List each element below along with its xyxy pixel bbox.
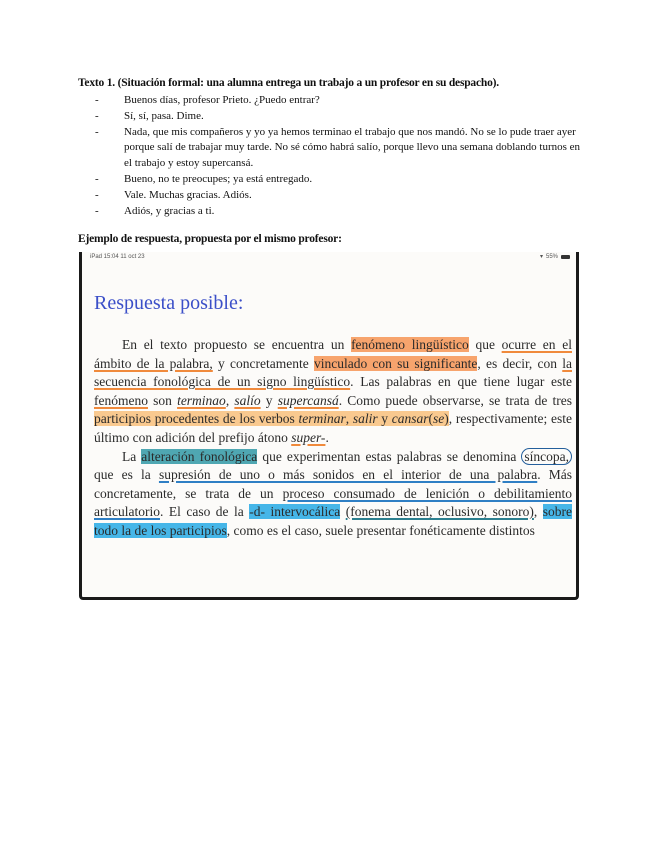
example-title: Ejemplo de respuesta, propuesta por el mismo profesor: [78, 233, 342, 245]
text-run: y [260, 392, 278, 408]
dialogue-line-text: Adiós, y gracias a ti. [124, 204, 215, 217]
answer-body [94, 336, 572, 541]
dialogue-line [92, 125, 582, 172]
document-title: Texto 1. (Situación formal: una alumna entrega un trabajo a un profesor en su despacho). [78, 77, 499, 89]
highlight-blue: -d- intervocálica [249, 504, 341, 520]
underline-blue: supresión de uno o más sonidos en el interior de una palabra [158, 467, 538, 483]
dialogue-line [92, 93, 582, 109]
battery-percent: 55% [545, 254, 558, 260]
highlight-orange: vinculado con su significante [313, 355, 478, 371]
highlight-light-orange: , [345, 411, 353, 427]
dialogue-line-text: Nada, que mis compañeros y yo ya hemos terminao el trabajo que nos mandó. No se lo pude traer ayer porque salí de trabajar muy tarde. No sé cómo habrá salío, porque llevo una semana doblando turnos en el trabajo y estoy supercansá. [124, 125, 581, 170]
text-run: , respectivamente; este último con adición del prefijo átono [94, 411, 572, 445]
answer-heading: Respuesta posible: [94, 292, 244, 314]
underline-orange: la secuencia fonológica de un signo lingüístico [94, 355, 572, 390]
dialogue-line-text: Buenos días, profesor Prieto. ¿Puedo entrar? [124, 94, 320, 106]
text-run: ( [428, 411, 434, 427]
text-run: , como es el caso, suele presentar fonéticamente distintos [226, 522, 535, 538]
dialogue-line-text: Vale. Muchas gracias. Adiós. [124, 188, 252, 201]
text-run: . Más concretamente, se trata de un [94, 467, 573, 501]
text-run: . El caso de la [159, 504, 250, 520]
answer-paragraph-1 [94, 336, 572, 448]
text-run: que experimentan estas palabras se denomina [257, 448, 522, 464]
underline-orange: fenómeno [94, 392, 148, 408]
underline-teal: (fonema dental, oclusivo, sonoro) [345, 504, 534, 520]
dialogue-line [92, 188, 582, 204]
highlight-light-orange: y [377, 411, 392, 427]
dialogue-line-text: Sí, sí, pasa. Dime. [124, 109, 204, 122]
status-indicators [540, 252, 570, 262]
list-dash: - [95, 204, 99, 217]
list-dash: - [95, 125, 99, 138]
italic-word: super- [291, 429, 326, 445]
italic-word: se [433, 411, 445, 427]
list-dash: - [95, 94, 99, 106]
text-run: que [468, 337, 502, 352]
italic-word: terminar [298, 411, 346, 427]
answer-paragraph-2 [94, 448, 572, 541]
dialogue-line [92, 204, 582, 220]
tablet-status-bar [82, 252, 576, 262]
highlight-blue: sobre todo la de los participios [94, 504, 573, 538]
text-run: , [225, 392, 235, 408]
italic-word: supercansá [277, 392, 339, 408]
dialogue-list [92, 93, 582, 219]
text-run: y concretamente [212, 355, 314, 371]
text-run: , [533, 504, 543, 520]
text-run: La [122, 448, 142, 464]
list-dash: - [95, 188, 99, 201]
text-run: . Como puede observarse, se trata de tres [338, 392, 572, 408]
text-run: ) [444, 411, 449, 427]
battery-icon [561, 255, 570, 259]
embedded-screenshot [79, 252, 579, 600]
underline-orange: ocurre en el ámbito de la palabra, [94, 337, 572, 371]
dialogue-line-text: Bueno, no te preocupes; ya está entregado. [124, 172, 313, 185]
highlight-orange: fenómeno lingüístico [351, 337, 469, 352]
italic-word: salir [352, 411, 378, 427]
italic-word: cansar [391, 411, 429, 427]
status-time: iPad 15:04 11 oct 23 [90, 254, 145, 260]
italic-word: salío [234, 392, 261, 408]
text-run: son [147, 392, 178, 408]
dialogue-line [92, 172, 582, 188]
dialogue-line [92, 109, 582, 125]
text-run: En el texto propuesto se encuentra un [122, 337, 352, 352]
wifi-icon: ▾ [539, 254, 543, 260]
list-dash: - [95, 109, 99, 122]
circled-term: síncopa, [521, 448, 572, 465]
text-run: . Las palabras en que tiene lugar este [350, 374, 572, 390]
highlight-light-orange: participios procedentes de los verbos [94, 411, 299, 427]
underline-blue: proceso consumado de lenición o debilitamiento articulatorio [94, 485, 573, 520]
italic-word: terminao [177, 392, 226, 408]
list-dash: - [95, 172, 99, 185]
text-run: . [325, 429, 329, 445]
text-run: , es decir, con [477, 355, 563, 371]
highlight-teal: alteración fonológica [141, 448, 258, 464]
text-run: que es la [94, 467, 159, 483]
